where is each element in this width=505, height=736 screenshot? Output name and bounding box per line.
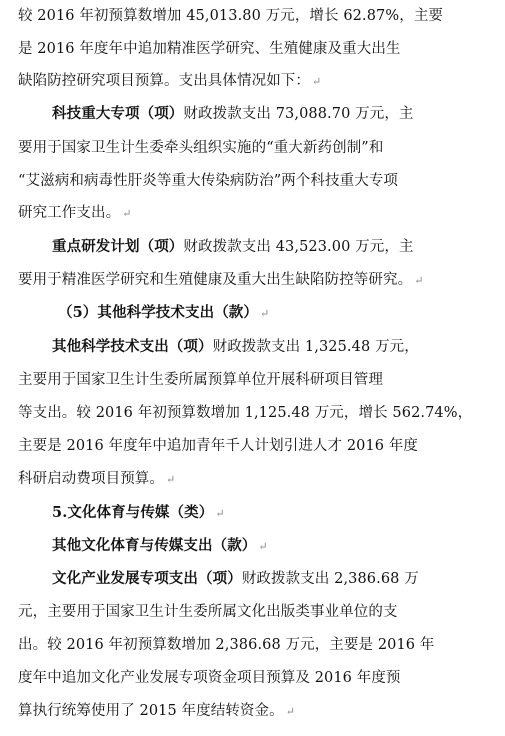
paragraph-mark-icon: ↵ xyxy=(260,307,270,320)
text-line: 主要用于国家卫生计生委所属预算单位开展科研项目管理 xyxy=(18,372,383,388)
text-line: 重点研发计划（项）财政拨款支出 43,523.00 万元，主 xyxy=(52,238,414,255)
text-line: 科研启动费项目预算。 ↵ xyxy=(18,471,176,487)
text-line: 文化产业发展专项支出（项）财政拨款支出 2,386.68 万 xyxy=(52,570,419,587)
text-line: 缺陷防控研究项目预算。支出具体情况如下： ↵ xyxy=(18,73,322,89)
text-line: 度年中追加文化产业发展专项资金项目预算及 2016 年度预 xyxy=(18,670,401,686)
text-line: 要用于精准医学研究和生殖健康及重大出生缺陷防控等研究。 ↵ xyxy=(18,272,424,288)
text-line: 其他科学技术支出（项）财政拨款支出 1,325.48 万元， xyxy=(52,338,419,355)
text-line: 主要是 2016 年度年中追加青年千人计划引进人才 2016 年度 xyxy=(18,438,419,454)
section-heading: 5.文化体育与传媒（类） ↵ xyxy=(52,504,225,521)
text-line: 等支出。较 2016 年初预算数增加 1,125.48 万元，增长 562.74%， xyxy=(18,405,473,421)
paragraph-mark-icon: ↵ xyxy=(122,207,132,220)
text-line: “艾滋病和病毒性肝炎等重大传染病防治”两个科技重大专项 xyxy=(18,173,399,189)
paragraph-mark-icon: ↵ xyxy=(215,507,225,520)
text-line: 要用于国家卫生计生委牵头组织实施的“重大新药创制”和 xyxy=(18,140,384,156)
text-line: 算执行统筹使用了 2015 年度结转资金。 ↵ xyxy=(18,703,296,719)
text-line: 研究工作支出。 ↵ xyxy=(18,205,132,221)
text-line: 元，主要用于国家卫生计生委所属文化出版类事业单位的支 xyxy=(18,604,398,620)
paragraph-mark-icon: ↵ xyxy=(285,705,296,718)
text-line: 科技重大专项（项）财政拨款支出 73,088.70 万元，主 xyxy=(52,105,414,122)
paragraph-mark-icon: ↵ xyxy=(258,540,268,553)
text-line: 是 2016 年度年中追加精准医学研究、生殖健康及重大出生 xyxy=(18,41,401,57)
text-line: 出。较 2016 年初预算数增加 2,386.68 万元，主要是 2016 年 xyxy=(18,637,435,653)
paragraph-mark-icon: ↵ xyxy=(414,274,424,287)
paragraph-mark-icon: ↵ xyxy=(312,75,322,88)
text-line: 较 2016 年初预算数增加 45,013.80 万元，增长 62.87%，主要 xyxy=(18,8,444,24)
section-heading: （5）其他科学技术支出（款） ↵ xyxy=(58,304,270,321)
section-heading: 其他文化体育与传媒支出（款） ↵ xyxy=(52,537,268,554)
paragraph-mark-icon: ↵ xyxy=(166,473,176,486)
